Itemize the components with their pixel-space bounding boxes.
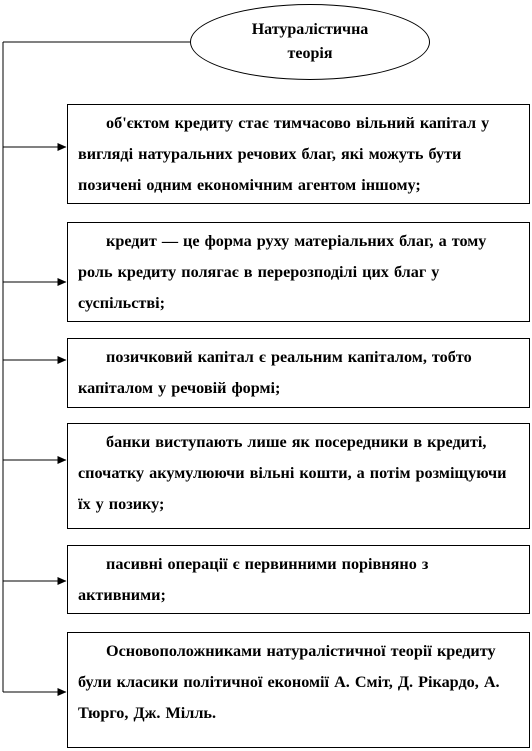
root-node bbox=[190, 4, 430, 80]
diagram-node-3: позичковий капітал є реальним капіталом, тобто капіталом у речовій формі; bbox=[67, 338, 530, 408]
root-node-label: Натуралістична теорія bbox=[251, 21, 369, 62]
diagram-node-5: пасивні операції є первинними порівняно з активними; bbox=[67, 545, 530, 614]
diagram-node-4: банки виступають лише як посередники в кредиті, спочатку акумулюючи вільні кошти, а потім розміщуючи їх у позику; bbox=[67, 423, 530, 529]
diagram-node-6: Основоположниками натуралістичної теорії кредиту були класики політичної економії А. Сміт, Д. Рікардо, А. Тюрго, Дж. Мілль. bbox=[67, 632, 530, 748]
diagram-node-2: кредит — це форма руху матеріальних благ, а тому роль кредиту полягає в перерозподілі цих благ у суспільстві; bbox=[67, 222, 530, 322]
diagram-node-1: об'єктом кредиту стає тимчасово вільний капітал у вигляді натуральних речових благ, які можуть бути позичені одним економічним агентом іншому; bbox=[67, 104, 530, 204]
